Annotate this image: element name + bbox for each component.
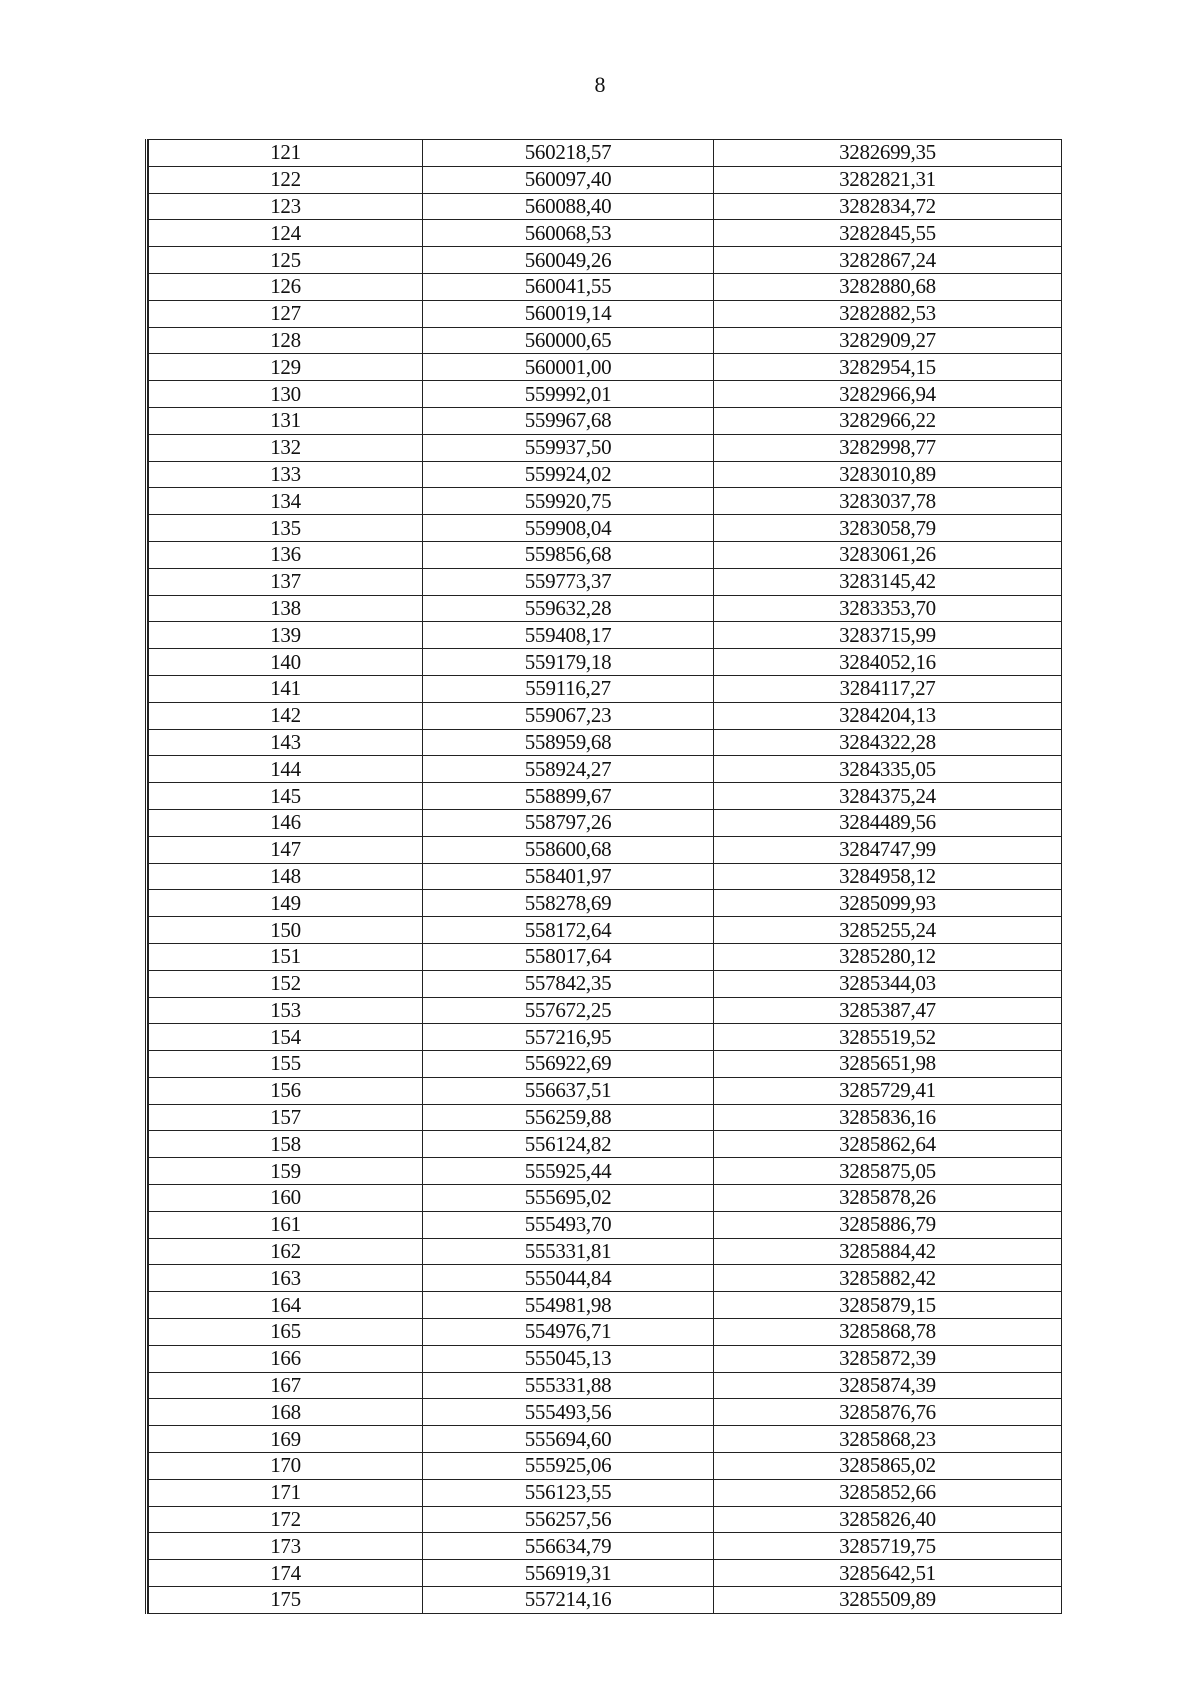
y-coordinate-cell: 3282699,35 xyxy=(714,140,1062,167)
table-row xyxy=(149,488,1062,515)
x-coordinate-cell: 556123,55 xyxy=(423,1479,714,1506)
y-coordinate-cell: 3285836,16 xyxy=(714,1104,1062,1131)
x-coordinate-cell: 554976,71 xyxy=(423,1319,714,1346)
x-coordinate-cell: 555925,06 xyxy=(423,1453,714,1480)
y-coordinate-cell: 3285878,26 xyxy=(714,1185,1062,1212)
table-row xyxy=(149,434,1062,461)
x-coordinate-cell: 554981,98 xyxy=(423,1292,714,1319)
x-coordinate-cell: 557842,35 xyxy=(423,970,714,997)
y-coordinate-cell: 3285872,39 xyxy=(714,1345,1062,1372)
table-row xyxy=(149,702,1062,729)
table-row xyxy=(149,515,1062,542)
y-coordinate-cell: 3283010,89 xyxy=(714,461,1062,488)
point-number-cell: 173 xyxy=(149,1533,423,1560)
table-row xyxy=(149,1104,1062,1131)
point-number-cell: 174 xyxy=(149,1560,423,1587)
table-row xyxy=(149,220,1062,247)
table-row xyxy=(149,943,1062,970)
point-number-cell: 123 xyxy=(149,193,423,220)
table-row xyxy=(149,1077,1062,1104)
table-row xyxy=(149,649,1062,676)
x-coordinate-cell: 556919,31 xyxy=(423,1560,714,1587)
point-number-cell: 135 xyxy=(149,515,423,542)
x-coordinate-cell: 559408,17 xyxy=(423,622,714,649)
point-number-cell: 150 xyxy=(149,917,423,944)
page-number: 8 xyxy=(594,72,606,97)
x-coordinate-cell: 560049,26 xyxy=(423,247,714,274)
x-coordinate-cell: 559992,01 xyxy=(423,381,714,408)
point-number-cell: 134 xyxy=(149,488,423,515)
y-coordinate-cell: 3283353,70 xyxy=(714,595,1062,622)
point-number-cell: 124 xyxy=(149,220,423,247)
x-coordinate-cell: 559116,27 xyxy=(423,675,714,702)
y-coordinate-cell: 3282882,53 xyxy=(714,300,1062,327)
table-row xyxy=(149,407,1062,434)
x-coordinate-cell: 556257,56 xyxy=(423,1506,714,1533)
y-coordinate-cell: 3283715,99 xyxy=(714,622,1062,649)
point-number-cell: 129 xyxy=(149,354,423,381)
x-coordinate-cell: 558017,64 xyxy=(423,943,714,970)
x-coordinate-cell: 555331,81 xyxy=(423,1238,714,1265)
y-coordinate-cell: 3285509,89 xyxy=(714,1587,1062,1614)
y-coordinate-cell: 3285879,15 xyxy=(714,1292,1062,1319)
table-row xyxy=(149,890,1062,917)
y-coordinate-cell: 3283145,42 xyxy=(714,568,1062,595)
y-coordinate-cell: 3285882,42 xyxy=(714,1265,1062,1292)
table-row xyxy=(149,1292,1062,1319)
x-coordinate-cell: 559856,68 xyxy=(423,541,714,568)
y-coordinate-cell: 3285884,42 xyxy=(714,1238,1062,1265)
y-coordinate-cell: 3284335,05 xyxy=(714,756,1062,783)
point-number-cell: 141 xyxy=(149,675,423,702)
table-row xyxy=(149,1372,1062,1399)
point-number-cell: 161 xyxy=(149,1211,423,1238)
point-number-cell: 140 xyxy=(149,649,423,676)
y-coordinate-cell: 3282954,15 xyxy=(714,354,1062,381)
point-number-cell: 137 xyxy=(149,568,423,595)
y-coordinate-cell: 3284747,99 xyxy=(714,836,1062,863)
point-number-cell: 158 xyxy=(149,1131,423,1158)
table-row xyxy=(149,273,1062,300)
x-coordinate-cell: 555695,02 xyxy=(423,1185,714,1212)
x-coordinate-cell: 558959,68 xyxy=(423,729,714,756)
y-coordinate-cell: 3285387,47 xyxy=(714,997,1062,1024)
table-row xyxy=(149,836,1062,863)
y-coordinate-cell: 3284052,16 xyxy=(714,649,1062,676)
x-coordinate-cell: 559924,02 xyxy=(423,461,714,488)
point-number-cell: 154 xyxy=(149,1024,423,1051)
x-coordinate-cell: 559632,28 xyxy=(423,595,714,622)
point-number-cell: 145 xyxy=(149,783,423,810)
point-number-cell: 164 xyxy=(149,1292,423,1319)
y-coordinate-cell: 3285280,12 xyxy=(714,943,1062,970)
x-coordinate-cell: 559967,68 xyxy=(423,407,714,434)
point-number-cell: 171 xyxy=(149,1479,423,1506)
x-coordinate-cell: 560097,40 xyxy=(423,166,714,193)
point-number-cell: 139 xyxy=(149,622,423,649)
table-row xyxy=(149,568,1062,595)
x-coordinate-cell: 558172,64 xyxy=(423,917,714,944)
point-number-cell: 168 xyxy=(149,1399,423,1426)
y-coordinate-cell: 3284117,27 xyxy=(714,675,1062,702)
table-row xyxy=(149,193,1062,220)
point-number-cell: 148 xyxy=(149,863,423,890)
table-row xyxy=(149,756,1062,783)
point-number-cell: 127 xyxy=(149,300,423,327)
x-coordinate-cell: 559920,75 xyxy=(423,488,714,515)
point-number-cell: 133 xyxy=(149,461,423,488)
x-coordinate-cell: 559937,50 xyxy=(423,434,714,461)
table-row xyxy=(149,1238,1062,1265)
y-coordinate-cell: 3282834,72 xyxy=(714,193,1062,220)
point-number-cell: 172 xyxy=(149,1506,423,1533)
y-coordinate-cell: 3285255,24 xyxy=(714,917,1062,944)
point-number-cell: 166 xyxy=(149,1345,423,1372)
table-row xyxy=(149,863,1062,890)
table-row xyxy=(149,1024,1062,1051)
point-number-cell: 170 xyxy=(149,1453,423,1480)
x-coordinate-cell: 556637,51 xyxy=(423,1077,714,1104)
y-coordinate-cell: 3285886,79 xyxy=(714,1211,1062,1238)
y-coordinate-cell: 3285642,51 xyxy=(714,1560,1062,1587)
point-number-cell: 122 xyxy=(149,166,423,193)
point-number-cell: 151 xyxy=(149,943,423,970)
point-number-cell: 157 xyxy=(149,1104,423,1131)
x-coordinate-cell: 558797,26 xyxy=(423,809,714,836)
point-number-cell: 126 xyxy=(149,273,423,300)
x-coordinate-cell: 560019,14 xyxy=(423,300,714,327)
point-number-cell: 121 xyxy=(149,140,423,167)
table-row xyxy=(149,970,1062,997)
point-number-cell: 155 xyxy=(149,1051,423,1078)
point-number-cell: 165 xyxy=(149,1319,423,1346)
y-coordinate-cell: 3282909,27 xyxy=(714,327,1062,354)
table-row xyxy=(149,1533,1062,1560)
x-coordinate-cell: 556634,79 xyxy=(423,1533,714,1560)
point-number-cell: 132 xyxy=(149,434,423,461)
x-coordinate-cell: 555331,88 xyxy=(423,1372,714,1399)
point-number-cell: 162 xyxy=(149,1238,423,1265)
point-number-cell: 153 xyxy=(149,997,423,1024)
table-row xyxy=(149,729,1062,756)
x-coordinate-cell: 558278,69 xyxy=(423,890,714,917)
y-coordinate-cell: 3285651,98 xyxy=(714,1051,1062,1078)
point-number-cell: 163 xyxy=(149,1265,423,1292)
x-coordinate-cell: 555493,56 xyxy=(423,1399,714,1426)
y-coordinate-cell: 3285826,40 xyxy=(714,1506,1062,1533)
table-row xyxy=(149,1319,1062,1346)
point-number-cell: 136 xyxy=(149,541,423,568)
table-row xyxy=(149,541,1062,568)
y-coordinate-cell: 3285874,39 xyxy=(714,1372,1062,1399)
y-coordinate-cell: 3284204,13 xyxy=(714,702,1062,729)
x-coordinate-cell: 559773,37 xyxy=(423,568,714,595)
y-coordinate-cell: 3285729,41 xyxy=(714,1077,1062,1104)
y-coordinate-cell: 3285865,02 xyxy=(714,1453,1062,1480)
point-number-cell: 159 xyxy=(149,1158,423,1185)
y-coordinate-cell: 3284375,24 xyxy=(714,783,1062,810)
table-row xyxy=(149,595,1062,622)
y-coordinate-cell: 3282845,55 xyxy=(714,220,1062,247)
x-coordinate-cell: 560068,53 xyxy=(423,220,714,247)
x-coordinate-cell: 557214,16 xyxy=(423,1587,714,1614)
table-row xyxy=(149,622,1062,649)
point-number-cell: 149 xyxy=(149,890,423,917)
table-row xyxy=(149,783,1062,810)
point-number-cell: 138 xyxy=(149,595,423,622)
x-coordinate-cell: 560000,65 xyxy=(423,327,714,354)
point-number-cell: 144 xyxy=(149,756,423,783)
point-number-cell: 167 xyxy=(149,1372,423,1399)
x-coordinate-cell: 556922,69 xyxy=(423,1051,714,1078)
table-row xyxy=(149,140,1062,167)
table-row xyxy=(149,300,1062,327)
point-number-cell: 160 xyxy=(149,1185,423,1212)
y-coordinate-cell: 3285099,93 xyxy=(714,890,1062,917)
x-coordinate-cell: 558401,97 xyxy=(423,863,714,890)
coordinates-table-frame xyxy=(145,139,1061,1614)
table-row xyxy=(149,1185,1062,1212)
y-coordinate-cell: 3285868,78 xyxy=(714,1319,1062,1346)
table-row xyxy=(149,997,1062,1024)
y-coordinate-cell: 3282867,24 xyxy=(714,247,1062,274)
y-coordinate-cell: 3282966,22 xyxy=(714,407,1062,434)
y-coordinate-cell: 3284489,56 xyxy=(714,809,1062,836)
y-coordinate-cell: 3283037,78 xyxy=(714,488,1062,515)
point-number-cell: 156 xyxy=(149,1077,423,1104)
y-coordinate-cell: 3285875,05 xyxy=(714,1158,1062,1185)
x-coordinate-cell: 560088,40 xyxy=(423,193,714,220)
table-row xyxy=(149,1426,1062,1453)
point-number-cell: 125 xyxy=(149,247,423,274)
y-coordinate-cell: 3283058,79 xyxy=(714,515,1062,542)
x-coordinate-cell: 555694,60 xyxy=(423,1426,714,1453)
table-row xyxy=(149,1265,1062,1292)
point-number-cell: 175 xyxy=(149,1587,423,1614)
table-row xyxy=(149,1131,1062,1158)
table-row xyxy=(149,247,1062,274)
y-coordinate-cell: 3285719,75 xyxy=(714,1533,1062,1560)
x-coordinate-cell: 556259,88 xyxy=(423,1104,714,1131)
y-coordinate-cell: 3282880,68 xyxy=(714,273,1062,300)
x-coordinate-cell: 557672,25 xyxy=(423,997,714,1024)
table-row xyxy=(149,354,1062,381)
y-coordinate-cell: 3285519,52 xyxy=(714,1024,1062,1051)
y-coordinate-cell: 3285852,66 xyxy=(714,1479,1062,1506)
table-row xyxy=(149,1479,1062,1506)
point-number-cell: 143 xyxy=(149,729,423,756)
table-row xyxy=(149,1345,1062,1372)
y-coordinate-cell: 3285344,03 xyxy=(714,970,1062,997)
table-row xyxy=(149,1506,1062,1533)
point-number-cell: 131 xyxy=(149,407,423,434)
x-coordinate-cell: 560041,55 xyxy=(423,273,714,300)
point-number-cell: 130 xyxy=(149,381,423,408)
x-coordinate-cell: 558924,27 xyxy=(423,756,714,783)
x-coordinate-cell: 558899,67 xyxy=(423,783,714,810)
table-row xyxy=(149,1453,1062,1480)
coordinates-table xyxy=(148,139,1062,1614)
table-row xyxy=(149,917,1062,944)
y-coordinate-cell: 3284322,28 xyxy=(714,729,1062,756)
x-coordinate-cell: 556124,82 xyxy=(423,1131,714,1158)
coordinates-table-body xyxy=(149,140,1062,1614)
table-row xyxy=(149,1051,1062,1078)
x-coordinate-cell: 555045,13 xyxy=(423,1345,714,1372)
x-coordinate-cell: 560218,57 xyxy=(423,140,714,167)
point-number-cell: 128 xyxy=(149,327,423,354)
y-coordinate-cell: 3284958,12 xyxy=(714,863,1062,890)
point-number-cell: 147 xyxy=(149,836,423,863)
x-coordinate-cell: 560001,00 xyxy=(423,354,714,381)
x-coordinate-cell: 555925,44 xyxy=(423,1158,714,1185)
point-number-cell: 146 xyxy=(149,809,423,836)
point-number-cell: 152 xyxy=(149,970,423,997)
point-number-cell: 169 xyxy=(149,1426,423,1453)
table-row xyxy=(149,1399,1062,1426)
table-row xyxy=(149,1211,1062,1238)
table-row xyxy=(149,1560,1062,1587)
table-row xyxy=(149,381,1062,408)
x-coordinate-cell: 557216,95 xyxy=(423,1024,714,1051)
table-row xyxy=(149,675,1062,702)
y-coordinate-cell: 3282998,77 xyxy=(714,434,1062,461)
x-coordinate-cell: 555493,70 xyxy=(423,1211,714,1238)
point-number-cell: 142 xyxy=(149,702,423,729)
table-row xyxy=(149,461,1062,488)
y-coordinate-cell: 3285862,64 xyxy=(714,1131,1062,1158)
table-row xyxy=(149,166,1062,193)
x-coordinate-cell: 558600,68 xyxy=(423,836,714,863)
x-coordinate-cell: 555044,84 xyxy=(423,1265,714,1292)
y-coordinate-cell: 3282966,94 xyxy=(714,381,1062,408)
y-coordinate-cell: 3285876,76 xyxy=(714,1399,1062,1426)
y-coordinate-cell: 3282821,31 xyxy=(714,166,1062,193)
table-row xyxy=(149,327,1062,354)
table-row xyxy=(149,1158,1062,1185)
y-coordinate-cell: 3283061,26 xyxy=(714,541,1062,568)
y-coordinate-cell: 3285868,23 xyxy=(714,1426,1062,1453)
table-row xyxy=(149,809,1062,836)
table-row xyxy=(149,1587,1062,1614)
x-coordinate-cell: 559908,04 xyxy=(423,515,714,542)
x-coordinate-cell: 559179,18 xyxy=(423,649,714,676)
x-coordinate-cell: 559067,23 xyxy=(423,702,714,729)
